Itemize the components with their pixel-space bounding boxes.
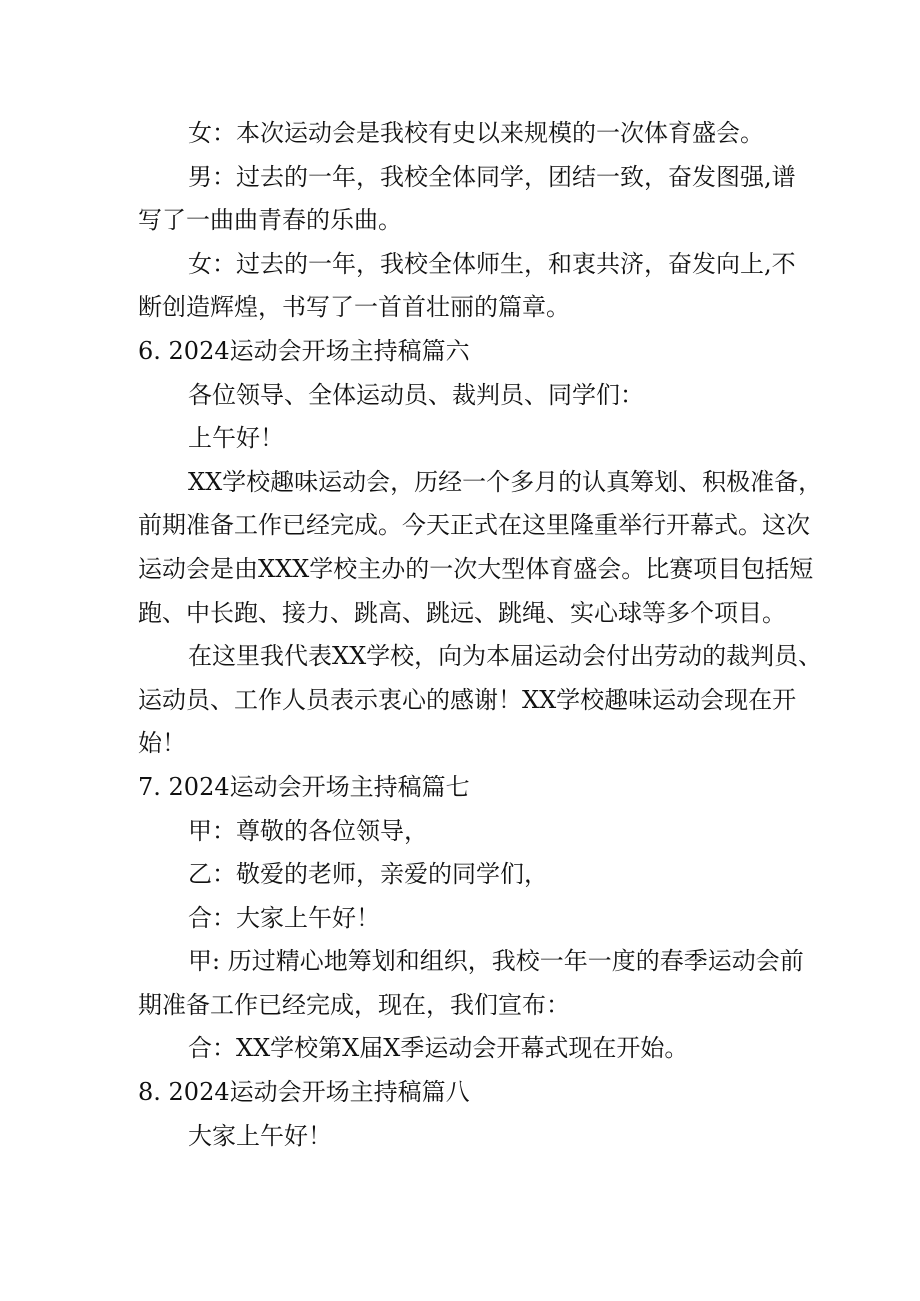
paragraph-line: 男：过去的一年，我校全体同学，团结一致，奋发图强,谱 bbox=[188, 162, 796, 191]
paragraph-line: 合：大家上午好！ bbox=[188, 903, 380, 932]
paragraph-line: 前期准备工作已经完成。今天正式在这里隆重举行开幕式。这次 bbox=[138, 511, 810, 540]
paragraph-line: 女：过去的一年，我校全体师生，和衷共济，奋发向上,不 bbox=[188, 249, 796, 278]
paragraph-line: 在这里我代表XX学校，向为本届运动会付出劳动的裁判员、 bbox=[188, 642, 823, 671]
paragraph-line: 写了一曲曲青春的乐曲。 bbox=[138, 206, 402, 235]
paragraph-line: 甲：尊敬的各位领导， bbox=[188, 816, 428, 845]
paragraph-line: 运动员、工作人员表示衷心的感谢！XX学校趣味运动会现在开 bbox=[138, 685, 797, 714]
paragraph-line: XX学校趣味运动会，历经一个多月的认真筹划、积极准备， bbox=[188, 467, 823, 496]
paragraph-line: 大家上午好！ bbox=[188, 1121, 332, 1150]
section-heading: 7. 2024运动会开场主持稿篇七 bbox=[138, 772, 470, 801]
paragraph-line: 上午好！ bbox=[188, 424, 284, 453]
document-body bbox=[138, 112, 823, 1158]
paragraph-line: 合：XX学校第X届X季运动会开幕式现在开始。 bbox=[188, 1034, 689, 1063]
paragraph-line: 跑、中长跑、接力、跳高、跳远、跳绳、实心球等多个项目。 bbox=[138, 598, 786, 627]
paragraph-line: 各位领导、全体运动员、裁判员、同学们： bbox=[188, 380, 644, 409]
paragraph-line: 乙：敬爱的老师，亲爱的同学们， bbox=[188, 860, 548, 889]
paragraph-line: 甲: 历过精心地筹划和组织，我校一年一度的春季运动会前 bbox=[188, 947, 804, 976]
paragraph-line: 断创造辉煌，书写了一首首壮丽的篇章。 bbox=[138, 293, 570, 322]
paragraph-line: 运动会是由XXX学校主办的一次大型体育盛会。比赛项目包括短 bbox=[138, 554, 814, 583]
paragraph-line: 女：本次运动会是我校有史以来规模的一次体育盛会。 bbox=[188, 119, 764, 147]
paragraph-line: 期准备工作已经完成，现在，我们宣布： bbox=[138, 990, 570, 1019]
section-heading: 8. 2024运动会开场主持稿篇八 bbox=[138, 1078, 470, 1107]
section-heading: 6. 2024运动会开场主持稿篇六 bbox=[138, 336, 470, 365]
paragraph-line: 始！ bbox=[138, 729, 186, 758]
